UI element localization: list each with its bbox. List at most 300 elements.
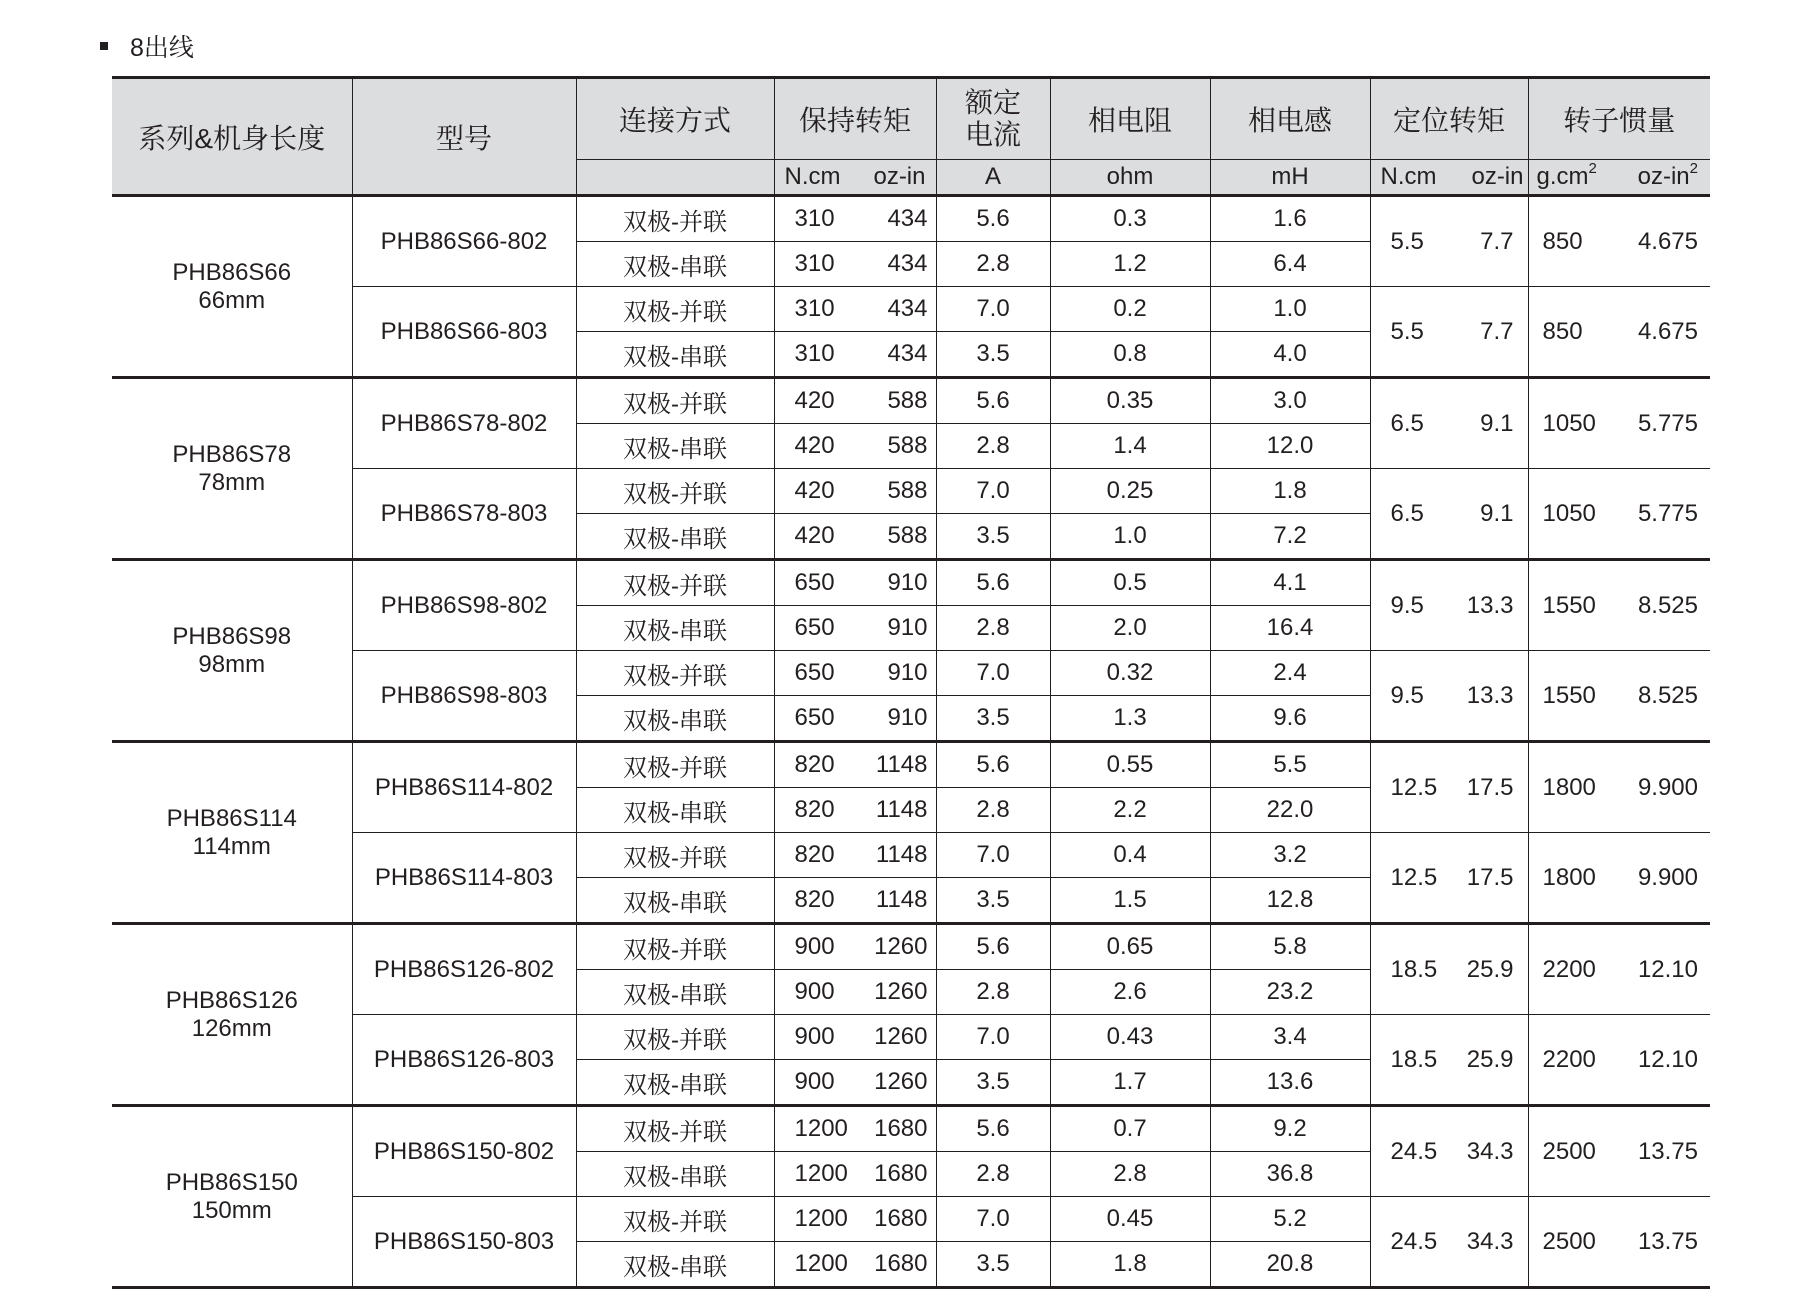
inertia-cell [1528, 651, 1710, 742]
unit-detent-ncm: N.cm [1380, 163, 1437, 190]
inertia-ozin: 12.10 [1637, 955, 1698, 983]
series-name: PHB86S114 [166, 804, 297, 832]
torque-ncm: 650 [794, 614, 835, 641]
holding-torque-cell [774, 1015, 936, 1060]
current-cell: 2.8 [936, 424, 1050, 469]
inductance-cell: 3.4 [1210, 1015, 1370, 1060]
connection-cell: 双极-并联 [576, 651, 774, 696]
bullet-square-icon [100, 42, 108, 50]
series-length: 66mm [198, 286, 266, 314]
current-cell: 5.6 [936, 1106, 1050, 1152]
holding-torque-cell [774, 514, 936, 560]
inertia-gcm: 1050 [1542, 499, 1596, 527]
torque-ozin: 1680 [874, 1115, 928, 1142]
torque-ozin: 1260 [874, 1023, 928, 1050]
holding-torque-cell [774, 1152, 936, 1197]
detent-ozin: 9.1 [1480, 409, 1514, 437]
detent-cell [1370, 1106, 1528, 1197]
inductance-cell: 3.2 [1210, 833, 1370, 878]
torque-ncm: 820 [794, 751, 835, 778]
torque-ncm: 650 [794, 659, 835, 686]
detent-ncm: 6.5 [1390, 499, 1424, 527]
header-phase-resistance: 相电阻 [1050, 78, 1210, 160]
current-cell: 2.8 [936, 970, 1050, 1015]
detent-ozin: 34.3 [1466, 1137, 1514, 1165]
resistance-cell: 2.0 [1050, 606, 1210, 651]
torque-ozin: 1260 [874, 1068, 928, 1095]
connection-cell: 双极-串联 [576, 242, 774, 287]
series-name: PHB86S66 [172, 258, 292, 286]
resistance-cell: 0.7 [1050, 1106, 1210, 1152]
inertia-cell [1528, 196, 1710, 287]
detent-ncm: 18.5 [1390, 1045, 1438, 1073]
holding-torque-cell [774, 378, 936, 424]
detent-ncm: 6.5 [1390, 409, 1424, 437]
resistance-cell: 0.32 [1050, 651, 1210, 696]
unit-detent [1370, 160, 1528, 196]
resistance-cell: 1.5 [1050, 878, 1210, 924]
torque-ozin: 434 [887, 295, 928, 322]
model-cell: PHB86S150-803 [352, 1197, 576, 1288]
connection-cell: 双极-并联 [576, 1015, 774, 1060]
current-cell: 3.5 [936, 1242, 1050, 1288]
torque-ncm: 420 [794, 387, 835, 414]
detent-cell [1370, 469, 1528, 560]
torque-ozin: 434 [887, 250, 928, 277]
inertia-cell [1528, 1015, 1710, 1106]
detent-ozin: 25.9 [1466, 955, 1514, 983]
holding-torque-cell [774, 1060, 936, 1106]
table-row [112, 833, 1710, 878]
unit-inertia-gcm [1536, 160, 1597, 191]
inductance-cell: 2.4 [1210, 651, 1370, 696]
series-cell [112, 742, 352, 924]
model-cell: PHB86S78-802 [352, 378, 576, 469]
detent-ncm: 12.5 [1390, 863, 1438, 891]
holding-torque-cell [774, 878, 936, 924]
table-row [112, 287, 1710, 332]
resistance-cell: 0.65 [1050, 924, 1210, 970]
torque-ncm: 900 [794, 933, 835, 960]
unit-current: A [936, 160, 1050, 196]
holding-torque-cell [774, 788, 936, 833]
torque-ncm: 900 [794, 978, 835, 1005]
series-length: 150mm [191, 1196, 272, 1224]
detent-ozin: 9.1 [1480, 499, 1514, 527]
model-cell: PHB86S126-802 [352, 924, 576, 1015]
resistance-cell: 0.8 [1050, 332, 1210, 378]
detent-ncm: 5.5 [1390, 317, 1424, 345]
unit-inertia-ozin [1637, 160, 1698, 191]
inductance-cell: 9.6 [1210, 696, 1370, 742]
section-title [100, 28, 194, 64]
torque-ozin: 1680 [874, 1250, 928, 1277]
inertia-cell [1528, 1106, 1710, 1197]
model-cell: PHB86S114-803 [352, 833, 576, 924]
inertia-gcm: 1550 [1542, 681, 1596, 709]
torque-ozin: 910 [887, 659, 928, 686]
current-cell: 3.5 [936, 878, 1050, 924]
connection-cell: 双极-串联 [576, 970, 774, 1015]
detent-ncm: 24.5 [1390, 1137, 1438, 1165]
holding-torque-cell [774, 924, 936, 970]
inertia-ozin: 13.75 [1637, 1137, 1698, 1165]
current-cell: 5.6 [936, 924, 1050, 970]
inductance-cell: 7.2 [1210, 514, 1370, 560]
model-cell: PHB86S126-803 [352, 1015, 576, 1106]
inertia-gcm: 2200 [1542, 1045, 1596, 1073]
torque-ozin: 910 [887, 569, 928, 596]
series-length: 98mm [198, 650, 266, 678]
torque-ncm: 1200 [794, 1205, 848, 1232]
current-cell: 5.6 [936, 742, 1050, 788]
torque-ozin: 434 [887, 205, 928, 232]
detent-ncm: 18.5 [1390, 955, 1438, 983]
resistance-cell: 0.45 [1050, 1197, 1210, 1242]
holding-torque-cell [774, 1242, 936, 1288]
header-series: 系列&机身长度 [112, 78, 352, 196]
resistance-cell: 1.2 [1050, 242, 1210, 287]
connection-cell: 双极-并联 [576, 287, 774, 332]
torque-ncm: 900 [794, 1068, 835, 1095]
inertia-cell [1528, 833, 1710, 924]
series-cell [112, 560, 352, 742]
current-cell: 3.5 [936, 696, 1050, 742]
inductance-cell: 36.8 [1210, 1152, 1370, 1197]
table-row [112, 560, 1710, 606]
inertia-gcm: 2500 [1542, 1227, 1596, 1255]
model-cell: PHB86S98-803 [352, 651, 576, 742]
torque-ozin: 588 [887, 522, 928, 549]
current-cell: 7.0 [936, 287, 1050, 332]
detent-cell [1370, 1197, 1528, 1288]
detent-ozin: 7.7 [1480, 317, 1514, 345]
current-cell: 2.8 [936, 606, 1050, 651]
series-cell [112, 1106, 352, 1288]
torque-ncm: 310 [794, 295, 835, 322]
inertia-ozin: 9.900 [1637, 863, 1698, 891]
connection-cell: 双极-并联 [576, 1197, 774, 1242]
torque-ncm: 420 [794, 432, 835, 459]
inertia-ozin: 9.900 [1637, 773, 1698, 801]
connection-cell: 双极-串联 [576, 332, 774, 378]
torque-ozin: 588 [887, 432, 928, 459]
connection-cell: 双极-串联 [576, 878, 774, 924]
resistance-cell: 2.8 [1050, 1152, 1210, 1197]
unit-inertia-ozin-sup: 2 [1689, 160, 1698, 177]
holding-torque-cell [774, 696, 936, 742]
header-rated-current-line2: 电流 [964, 119, 1021, 150]
inertia-gcm: 1050 [1542, 409, 1596, 437]
table-row [112, 742, 1710, 788]
series-name: PHB86S98 [172, 622, 292, 650]
series-cell [112, 196, 352, 378]
header-phase-inductance: 相电感 [1210, 78, 1370, 160]
inductance-cell: 5.2 [1210, 1197, 1370, 1242]
torque-ozin: 910 [887, 704, 928, 731]
torque-ncm: 420 [794, 522, 835, 549]
model-cell: PHB86S66-803 [352, 287, 576, 378]
connection-cell: 双极-并联 [576, 469, 774, 514]
detent-ozin: 25.9 [1466, 1045, 1514, 1073]
connection-cell: 双极-并联 [576, 560, 774, 606]
detent-cell [1370, 378, 1528, 469]
current-cell: 7.0 [936, 651, 1050, 696]
current-cell: 3.5 [936, 1060, 1050, 1106]
torque-ozin: 1680 [874, 1160, 928, 1187]
connection-cell: 双极-串联 [576, 514, 774, 560]
detent-cell [1370, 560, 1528, 651]
inertia-ozin: 13.75 [1637, 1227, 1698, 1255]
holding-torque-cell [774, 332, 936, 378]
torque-ncm: 420 [794, 477, 835, 504]
unit-ozin: oz-in [873, 163, 926, 190]
inertia-cell [1528, 287, 1710, 378]
holding-torque-cell [774, 606, 936, 651]
resistance-cell: 0.43 [1050, 1015, 1210, 1060]
inertia-gcm: 850 [1542, 317, 1583, 345]
resistance-cell: 2.2 [1050, 788, 1210, 833]
unit-inductance: mH [1210, 160, 1370, 196]
inertia-ozin: 12.10 [1637, 1045, 1698, 1073]
model-cell: PHB86S98-802 [352, 560, 576, 651]
current-cell: 3.5 [936, 514, 1050, 560]
model-cell: PHB86S66-802 [352, 196, 576, 287]
torque-ncm: 310 [794, 205, 835, 232]
resistance-cell: 0.5 [1050, 560, 1210, 606]
torque-ncm: 820 [794, 841, 835, 868]
inductance-cell: 4.0 [1210, 332, 1370, 378]
current-cell: 5.6 [936, 196, 1050, 242]
unit-detent-ozin: oz-in [1471, 163, 1524, 190]
inertia-cell [1528, 378, 1710, 469]
table-row [112, 378, 1710, 424]
detent-cell [1370, 924, 1528, 1015]
connection-cell: 双极-串联 [576, 696, 774, 742]
inertia-ozin: 8.525 [1637, 681, 1698, 709]
holding-torque-cell [774, 560, 936, 606]
inertia-gcm: 1800 [1542, 863, 1596, 891]
resistance-cell: 0.55 [1050, 742, 1210, 788]
connection-cell: 双极-并联 [576, 833, 774, 878]
inductance-cell: 23.2 [1210, 970, 1370, 1015]
table-row [112, 924, 1710, 970]
connection-cell: 双极-并联 [576, 924, 774, 970]
connection-cell: 双极-并联 [576, 1106, 774, 1152]
current-cell: 2.8 [936, 242, 1050, 287]
model-cell: PHB86S114-802 [352, 742, 576, 833]
series-length: 78mm [198, 468, 266, 496]
inertia-cell [1528, 560, 1710, 651]
current-cell: 5.6 [936, 560, 1050, 606]
detent-cell [1370, 651, 1528, 742]
resistance-cell: 1.3 [1050, 696, 1210, 742]
unit-inertia-gcm-sup: 2 [1588, 160, 1597, 177]
unit-connection-empty [576, 160, 774, 196]
inertia-gcm: 2200 [1542, 955, 1596, 983]
torque-ncm: 1200 [794, 1250, 848, 1277]
header-rated-current-line1: 额定 [964, 87, 1021, 118]
resistance-cell: 2.6 [1050, 970, 1210, 1015]
resistance-cell: 0.4 [1050, 833, 1210, 878]
inertia-ozin: 8.525 [1637, 591, 1698, 619]
detent-cell [1370, 833, 1528, 924]
torque-ncm: 650 [794, 704, 835, 731]
detent-ncm: 24.5 [1390, 1227, 1438, 1255]
holding-torque-cell [774, 1106, 936, 1152]
inertia-cell [1528, 1197, 1710, 1288]
series-name: PHB86S150 [165, 1168, 298, 1196]
header-rotor-inertia: 转子惯量 [1528, 78, 1710, 160]
holding-torque-cell [774, 742, 936, 788]
inductance-cell: 22.0 [1210, 788, 1370, 833]
torque-ncm: 650 [794, 569, 835, 596]
torque-ncm: 820 [794, 886, 835, 913]
torque-ozin: 1680 [874, 1205, 928, 1232]
detent-ozin: 13.3 [1466, 591, 1514, 619]
inertia-gcm: 850 [1542, 227, 1583, 255]
detent-ozin: 34.3 [1466, 1227, 1514, 1255]
inertia-cell [1528, 469, 1710, 560]
section-title-text: 8出线 [130, 34, 194, 62]
resistance-cell: 1.0 [1050, 514, 1210, 560]
unit-inertia [1528, 160, 1710, 196]
inertia-gcm: 2500 [1542, 1137, 1596, 1165]
current-cell: 7.0 [936, 469, 1050, 514]
series-name: PHB86S126 [165, 986, 298, 1014]
table-row [112, 469, 1710, 514]
holding-torque-cell [774, 833, 936, 878]
inductance-cell: 4.1 [1210, 560, 1370, 606]
table-row [112, 1197, 1710, 1242]
inductance-cell: 1.8 [1210, 469, 1370, 514]
resistance-cell: 1.8 [1050, 1242, 1210, 1288]
torque-ozin: 910 [887, 614, 928, 641]
torque-ncm: 1200 [794, 1160, 848, 1187]
table-row [112, 1106, 1710, 1152]
holding-torque-cell [774, 970, 936, 1015]
inductance-cell: 12.0 [1210, 424, 1370, 469]
detent-cell [1370, 742, 1528, 833]
torque-ncm: 820 [794, 796, 835, 823]
series-length: 114mm [192, 832, 271, 860]
series-length: 126mm [191, 1014, 272, 1042]
current-cell: 7.0 [936, 1015, 1050, 1060]
model-cell: PHB86S150-802 [352, 1106, 576, 1197]
inductance-cell: 13.6 [1210, 1060, 1370, 1106]
torque-ncm: 310 [794, 340, 835, 367]
model-cell: PHB86S78-803 [352, 469, 576, 560]
connection-cell: 双极-串联 [576, 788, 774, 833]
torque-ozin: 588 [887, 477, 928, 504]
torque-ozin: 1148 [875, 886, 928, 913]
spec-table [112, 76, 1710, 1289]
header-connection: 连接方式 [576, 78, 774, 160]
torque-ncm: 900 [794, 1023, 835, 1050]
table-row [112, 651, 1710, 696]
inductance-cell: 5.8 [1210, 924, 1370, 970]
current-cell: 7.0 [936, 833, 1050, 878]
inductance-cell: 3.0 [1210, 378, 1370, 424]
unit-resistance: ohm [1050, 160, 1210, 196]
resistance-cell: 0.25 [1050, 469, 1210, 514]
series-cell [112, 378, 352, 560]
inertia-cell [1528, 742, 1710, 833]
current-cell: 2.8 [936, 1152, 1050, 1197]
header-detent-torque: 定位转矩 [1370, 78, 1528, 160]
connection-cell: 双极-串联 [576, 424, 774, 469]
inertia-gcm: 1550 [1542, 591, 1596, 619]
table-row [112, 196, 1710, 242]
inductance-cell: 12.8 [1210, 878, 1370, 924]
header-rated-current [936, 78, 1050, 160]
inertia-ozin: 5.775 [1637, 499, 1698, 527]
resistance-cell: 0.3 [1050, 196, 1210, 242]
detent-ozin: 7.7 [1480, 227, 1514, 255]
detent-ncm: 12.5 [1390, 773, 1438, 801]
table-body [112, 196, 1710, 1288]
torque-ozin: 1148 [875, 751, 928, 778]
connection-cell: 双极-串联 [576, 606, 774, 651]
holding-torque-cell [774, 287, 936, 332]
series-name: PHB86S78 [172, 440, 292, 468]
detent-ncm: 5.5 [1390, 227, 1424, 255]
detent-ozin: 17.5 [1466, 773, 1514, 801]
inertia-ozin: 4.675 [1637, 317, 1698, 345]
resistance-cell: 1.4 [1050, 424, 1210, 469]
table-row [112, 1015, 1710, 1060]
inertia-ozin: 4.675 [1637, 227, 1698, 255]
inductance-cell: 16.4 [1210, 606, 1370, 651]
resistance-cell: 1.7 [1050, 1060, 1210, 1106]
table-header [112, 78, 1710, 196]
current-cell: 5.6 [936, 378, 1050, 424]
connection-cell: 双极-串联 [576, 1152, 774, 1197]
holding-torque-cell [774, 1197, 936, 1242]
detent-ozin: 17.5 [1466, 863, 1514, 891]
inertia-ozin: 5.775 [1637, 409, 1698, 437]
torque-ozin: 1260 [874, 978, 928, 1005]
resistance-cell: 0.2 [1050, 287, 1210, 332]
connection-cell: 双极-并联 [576, 378, 774, 424]
detent-cell [1370, 1015, 1528, 1106]
holding-torque-cell [774, 469, 936, 514]
holding-torque-cell [774, 196, 936, 242]
unit-inertia-gcm-text: g.cm [1536, 163, 1589, 190]
detent-cell [1370, 196, 1528, 287]
inductance-cell: 1.0 [1210, 287, 1370, 332]
torque-ncm: 1200 [794, 1115, 848, 1142]
connection-cell: 双极-串联 [576, 1242, 774, 1288]
connection-cell: 双极-串联 [576, 1060, 774, 1106]
torque-ncm: 310 [794, 250, 835, 277]
torque-ozin: 1260 [874, 933, 928, 960]
holding-torque-cell [774, 242, 936, 287]
detent-ncm: 9.5 [1390, 681, 1424, 709]
header-model: 型号 [352, 78, 576, 196]
inductance-cell: 9.2 [1210, 1106, 1370, 1152]
holding-torque-cell [774, 651, 936, 696]
detent-ncm: 9.5 [1390, 591, 1424, 619]
current-cell: 2.8 [936, 788, 1050, 833]
resistance-cell: 0.35 [1050, 378, 1210, 424]
holding-torque-cell [774, 424, 936, 469]
unit-ncm: N.cm [784, 163, 841, 190]
unit-inertia-ozin-text: oz-in [1637, 163, 1690, 190]
current-cell: 3.5 [936, 332, 1050, 378]
header-holding-torque: 保持转矩 [774, 78, 936, 160]
inertia-cell [1528, 924, 1710, 1015]
